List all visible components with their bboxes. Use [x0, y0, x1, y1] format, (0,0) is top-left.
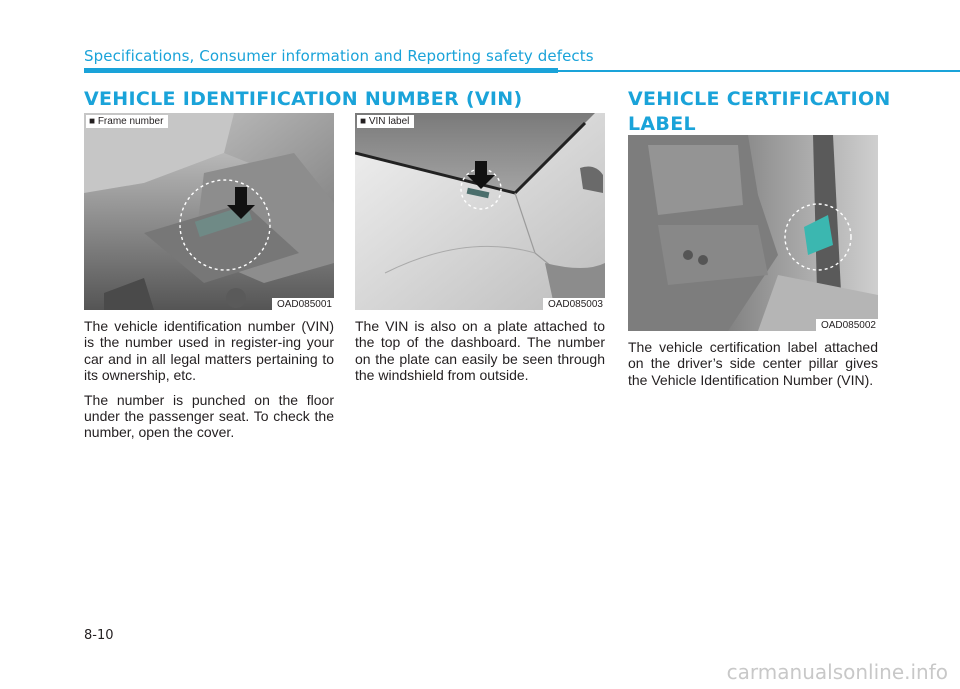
section-title-cert: [628, 87, 891, 137]
page-number: 8-10: [84, 628, 114, 643]
figure-code-vin-label: OAD085003: [543, 298, 605, 310]
vin-plate-paragraph: The VIN is also on a plate attached to the top of the dashboard. The number on the plate can easily be seen through the windshield from outside.: [355, 318, 605, 384]
header-rule-thin: [558, 70, 960, 72]
vin-paragraph-2: The number is punched on the floor under the passenger seat. To check the number, open the cover.: [84, 391, 334, 441]
vin-label-figure: [355, 113, 605, 310]
vin-label-illustration: [355, 113, 605, 310]
header-rule-thick: [84, 68, 558, 73]
vin-description-column: [84, 318, 334, 449]
frame-number-figure: [84, 113, 334, 310]
figure-code-frame: OAD085001: [272, 298, 334, 310]
cert-label-paragraph: The vehicle certification label attached on the driver’s side center pillar gives the Vehicle Identification Number (VIN).: [628, 339, 878, 388]
figure-code-cert-label: OAD085002: [816, 319, 878, 331]
figure-caption-frame: ■ Frame number: [86, 115, 168, 128]
section-title-vin: VEHICLE IDENTIFICATION NUMBER (VIN): [84, 88, 523, 110]
chapter-title: Specifications, Consumer information and Reporting safety defects: [84, 47, 594, 65]
section-title-cert-line2: LABEL: [628, 113, 696, 135]
cert-label-column: [628, 339, 878, 396]
cert-label-illustration: [628, 135, 878, 331]
cert-label-figure: [628, 135, 878, 331]
vin-paragraph-1: The vehicle identification number (VIN) is the number used in register-ing your car and in all legal matters pertaining to its ownership, etc.: [84, 318, 334, 384]
frame-number-illustration: [84, 113, 334, 310]
watermark: carmanualsonline.info: [726, 660, 948, 684]
vin-plate-column: [355, 318, 605, 392]
section-title-cert-line1: VEHICLE CERTIFICATION: [628, 88, 891, 110]
figure-caption-vin-label: ■ VIN label: [357, 115, 414, 128]
